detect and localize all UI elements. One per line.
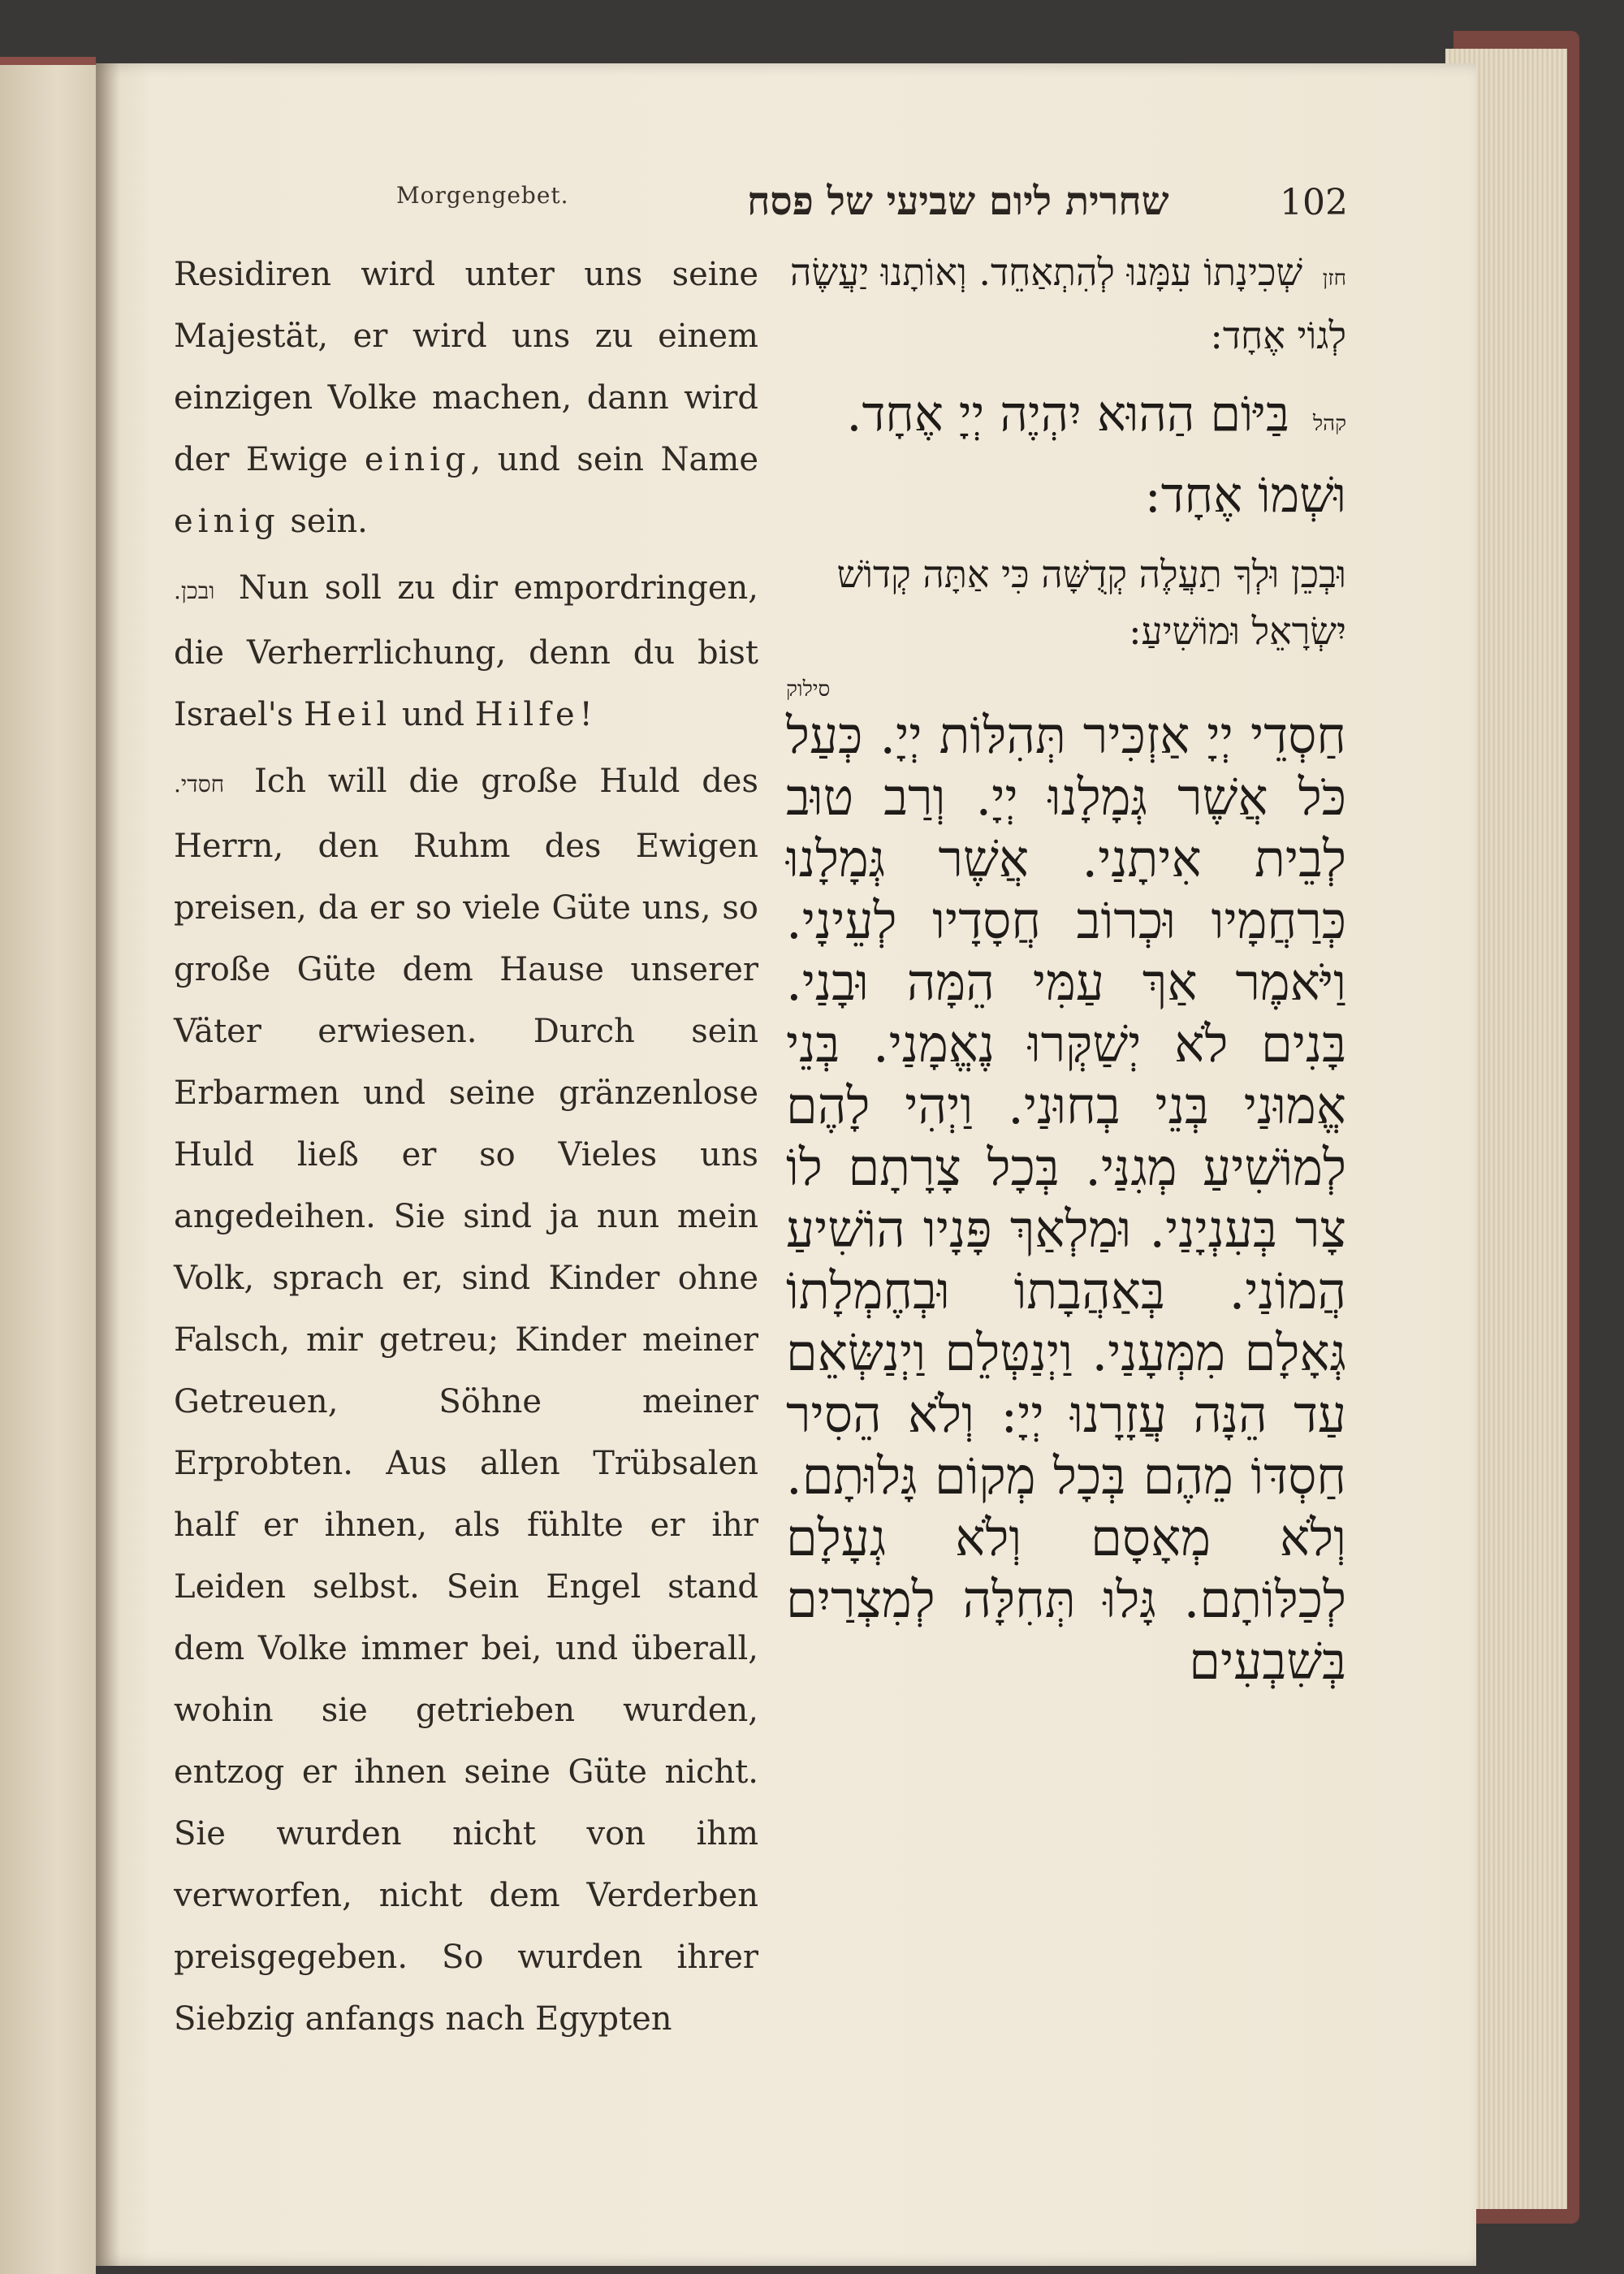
running-header-german: Morgengebet. <box>396 182 569 209</box>
german-p1-end: sein. <box>290 503 368 540</box>
chazzan-tag: חזן <box>1322 266 1346 291</box>
silluk-label: סילוק <box>786 677 831 702</box>
page-number: 102 <box>1280 182 1348 223</box>
german-paragraph-3 <box>174 750 758 2050</box>
german-p3-text: Ich will die große Huld des Herrn, den Ruhm des Ewigen preisen, da er so viele Güte uns, so große Güte dem Hause unserer Väter erwiesen. Durch sein Erbarmen und seine gränzenlose Huld ließ er so Vieles uns angedeihen. Sie sind ja nun mein Volk, sprach er, sind Kinder ohne Falsch, mir getreu; Kinder meiner Getreuen, Söhne meiner Erprobten. Aus allen Trübsalen half er ihnen, als fühlte er ihr Leiden selbst. Sein Engel stand dem Volke immer bei, und überall, wohin sie getrieben wurden, entzog er ihnen seine Güte nicht. Sie wurden nicht von ihm verworfen, nicht dem Verderben preisgegeben. So wurden ihrer Siebzig anfangs nach Egypten <box>174 763 759 2038</box>
hebrew-kahal-block <box>786 378 1346 531</box>
german-translation-column <box>174 244 758 2055</box>
gutter-shadow <box>96 63 120 2266</box>
hebrew-text-column <box>786 244 1346 1693</box>
hebrew-uvchen-block: וּבְכֵן וּלְךָ תַעֲלֶה קְדֻשָּׁה כִּי אַתָּה קְדוֹשׁ יִשְׂרָאֵל וּמוֹשִׁיעַ: <box>836 552 1346 653</box>
german-p2-emphasis: Heil <box>304 696 392 733</box>
german-p2-cue: ובכן. <box>174 577 215 604</box>
german-p2-text: Nun soll zu dir empordringen, die Verherrlichung, denn du bist Israel's <box>174 569 758 733</box>
hebrew-kahal-text: בַּיּוֹם הַהוּא יִהְיֶה יְיָ אֶחָד. וּשְׁמוֹ אֶחָד: <box>846 386 1346 524</box>
kahal-tag: קהל <box>1312 412 1346 436</box>
german-p1-text: Residiren wird unter uns seine Majestät, er wird uns zu einem einzigen Volke machen, dann wird der Ewige <box>174 256 758 478</box>
facing-page-edge <box>0 57 96 2274</box>
german-paragraph-1 <box>174 244 758 552</box>
german-paragraph-2 <box>174 557 758 746</box>
german-p1-emphasis-2: einig <box>174 503 280 540</box>
german-p2-emphasis-2: Hilfe! <box>474 696 598 733</box>
running-header-hebrew <box>747 179 1348 224</box>
hebrew-header-title: שחרית ליום שביעי של פסח <box>747 179 1169 224</box>
hebrew-silluk-text: חַסְדֵי יְיָ אַזְכִּיר תְּהִלּוֹת יְיָ. כְּעַל כֹּל אֲשֶׁר גְּמָלָנוּ יְיָ. וְרַב טוּב לְבֵית אִיתָנַי. אֲשֶׁר גְּמָלָנוּ כְּרַחֲמָיו וּכְרוֹב חֲסָדָיו לְעֵינָי. וַיֹּאמֶר אַךְ עַמִּי הֵמָּה וּבָנַי. בָּנִים לֹא יְשַׁקְּרוּ נֶאֱמָנַי. בְּנֵי אֱמוּנַי בְּנֵי בְחוּנַי. וַיְהִי לָהֶם לְמוֹשִׁיעַ מְגִנַּי. בְּכָל צָרָתָם לוֹ צָר בְּעִנְיָנַי. וּמַלְאַךְ פָּנָיו הוֹשִׁיעַ הֲמוֹנַי. בְּאַהֲבָתוֹ וּבְחֶמְלָתוֹ גְּאָלָם מִמְּעָנַי. וַיְנַטְּלֵם וַיְנַשְּׂאֵם עַד הֵנָּה עֲזָרָנוּ יְיָ: וְלֹא הֵסִיר חַסְדּוֹ מֵהֶם בְּכָל מְקוֹם גָּלוּתָם. וְלֹא מְאָסָם וְלֹא גְעָלָם לְכַלּוֹתָם. גָּלוּ תְּחִלָּה לְמִצְרַיִם בְּשִׁבְעִים <box>786 706 1346 1691</box>
hebrew-chazzan-block <box>786 244 1346 364</box>
hebrew-chazzan-text: שְׁכִינָתוֹ עִמָּנוּ לְהִתְאַחֵד. וְאוֹתָנוּ יַעֲשֶׂה לְגוֹי אֶחָד: <box>790 250 1346 357</box>
german-p2-und: und <box>401 696 465 733</box>
german-p1-mid: , und sein Name <box>470 441 758 478</box>
german-p3-cue: חסדי. <box>174 771 225 798</box>
german-p1-emphasis-1: einig <box>364 441 471 478</box>
